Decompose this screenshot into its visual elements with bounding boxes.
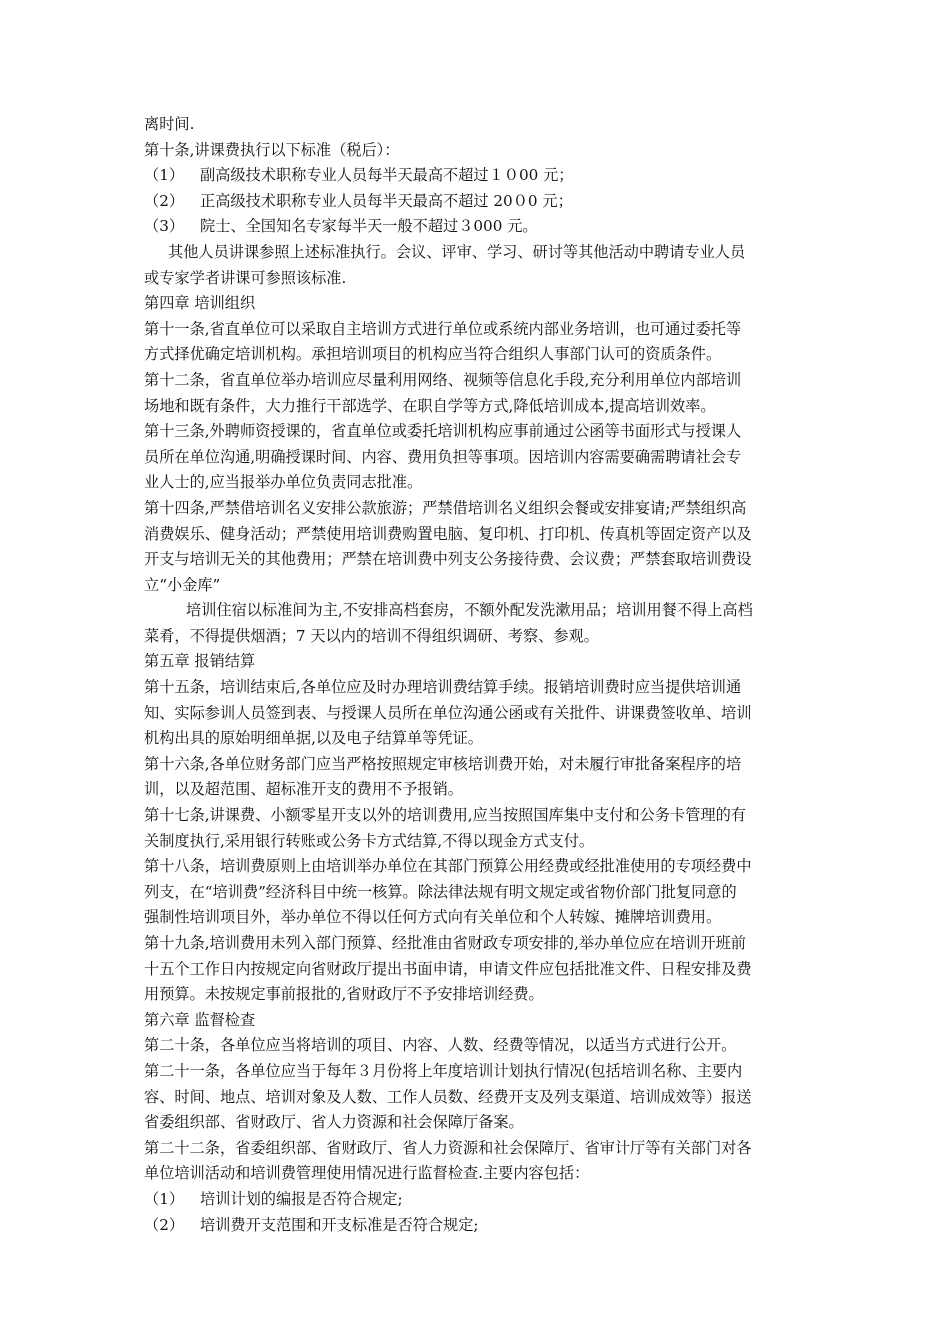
chapter-5-heading: 第五章 报销结算 [144, 652, 256, 671]
list-number: （3） [144, 217, 185, 236]
text-line: 离时间. [144, 115, 195, 133]
text-line: 十五个工作日内按规定向省财政厅提出书面申请，申请文件应包括批准文件、日程安排及费 [144, 959, 752, 978]
list-text: 培训费开支范围和开支标准是否符合规定; [200, 1215, 479, 1234]
list-number: （1） [144, 166, 185, 185]
document-page [144, 112, 812, 1238]
text-line: 列支，在“培训费”经济科目中统一核算。除法律法规有明文规定或省物价部门批复同意的 [144, 882, 737, 901]
list-text: 培训计划的编报是否符合规定; [200, 1189, 403, 1208]
text-line: 开支与培训无关的其他费用；严禁在培训费中列支公务接待费、会议费；严禁套取培训费设 [144, 550, 752, 569]
text-line: 场地和既有条件，大力推行干部选学、在职自学等方式,降低培训成本,提高培训效率。 [144, 396, 716, 415]
chapter-6-heading: 第六章 监督检查 [144, 1010, 256, 1029]
text-line: 第十九条,培训费用未列入部门预算、经批准由省财政专项安排的,举办单位应在培训开班前 [144, 934, 746, 952]
list-number: （2） [144, 1215, 185, 1234]
text-line: 单位培训活动和培训费管理使用情况进行监督检查.主要内容包括： [144, 1164, 590, 1183]
list-text: 院士、全国知名专家每半天一般不超过３000 元。 [200, 217, 538, 236]
text-line: 第十二条，省直单位举办培训应尽量利用网络、视频等信息化手段,充分利用单位内部培训 [144, 370, 742, 389]
text-line: 机构出具的原始明细单据,以及电子结算单等凭证。 [144, 729, 483, 748]
text-line: 第二十二条，省委组织部、省财政厅、省人力资源和社会保障厅、省审计厅等有关部门对各 [144, 1138, 752, 1157]
text-line: 消费娱乐、健身活动；严禁使用培训费购置电脑、复印机、打印机、传真机等固定资产以及 [144, 524, 752, 543]
text-line: 或专家学者讲课可参照该标准. [144, 268, 347, 287]
text-line: 容、时间、地点、培训对象及人数、工作人员数、经费开支及列支渠道、培训成效等）报送 [144, 1087, 752, 1106]
chapter-4-heading: 第四章 培训组织 [144, 294, 256, 313]
text-line: 第十六条,各单位财务部门应当严格按照规定审核培训费开始，对未履行审批备案程序的培 [144, 754, 742, 773]
text-line: 省委组织部、省财政厅、省人力资源和社会保障厅备案。 [144, 1113, 524, 1132]
list-number: （1） [144, 1189, 185, 1208]
text-line: 员所在单位沟通,明确授课时间、内容、费用负担等事项。因培训内容需要确需聘请社会专 [144, 447, 742, 466]
text-line: 第十一条,省直单位可以采取自主培训方式进行单位或系统内部业务培训，也可通过委托等 [144, 319, 742, 338]
text-line: 强制性培训项目外，举办单位不得以任何方式向有关单位和个人转嫁、摊牌培训费用。 [144, 908, 722, 927]
text-line: 知、实际参训人员签到表、与授课人员所在单位沟通公函或有关批件、讲课费签收单、培训 [144, 703, 752, 722]
text-line: 关制度执行,采用银行转账或公务卡方式结算,不得以现金方式支付。 [144, 831, 595, 850]
list-item [144, 163, 812, 189]
text-line: 菜肴，不得提供烟酒；7 天以内的培训不得组织调研、考察、参观。 [144, 626, 599, 645]
text-line: 培训住宿以标准间为主,不安排高档套房，不额外配发洗漱用品；培训用餐不得上高档 [186, 601, 753, 620]
text-line: 立“小金库” [144, 575, 221, 594]
list-item [144, 189, 812, 215]
text-line: 第十八条，培训费原则上由培训举办单位在其部门预算公用经费或经批准使用的专项经费中 [144, 857, 752, 876]
list-item [144, 1187, 812, 1213]
list-item [144, 1213, 812, 1239]
text-line: 训，以及超范围、超标准开支的费用不予报销。 [144, 780, 463, 799]
text-line: 第二十一条，各单位应当于每年３月份将上年度培训计划执行情况(包括培训名称、主要内 [144, 1061, 743, 1080]
text-line: 用预算。未按规定事前报批的,省财政厅不予安排培训经费。 [144, 985, 544, 1004]
list-number: （2） [144, 191, 185, 210]
text-line: 第十三条,外聘师资授课的，省直单位或委托培训机构应事前通过公函等书面形式与授课人 [144, 422, 742, 441]
text-line: 第十四条,严禁借培训名义安排公款旅游；严禁借培训名义组织会餐或安排宴请;严禁组织高 [144, 498, 747, 517]
text-line: 第十七条,讲课费、小额零星开支以外的培训费用,应当按照国库集中支付和公务卡管理的有 [144, 806, 746, 825]
list-text: 副高级技术职称专业人员每半天最高不超过１０00 元； [200, 166, 574, 185]
text-line: 其他人员讲课参照上述标准执行。会议、评审、学习、研讨等其他活动中聘请专业人员 [168, 242, 746, 261]
text-line: 第十五条，培训结束后,各单位应及时办理培训费结算手续。报销培训费时应当提供培训通 [144, 678, 742, 697]
text-line: 第二十条，各单位应当将培训的项目、内容、人数、经费等情况，以适当方式进行公开。 [144, 1036, 737, 1055]
list-item [144, 214, 812, 240]
list-text: 正高级技术职称专业人员每半天最高不超过 20０0 元； [200, 191, 573, 210]
text-line: 方式择优确定培训机构。承担培训项目的机构应当符合组织人事部门认可的资质条件。 [144, 345, 722, 364]
text-line: 业人士的,应当报举办单位负责同志批准。 [144, 473, 423, 492]
article-10-heading: 第十条,讲课费执行以下标准（税后）： [144, 140, 400, 159]
